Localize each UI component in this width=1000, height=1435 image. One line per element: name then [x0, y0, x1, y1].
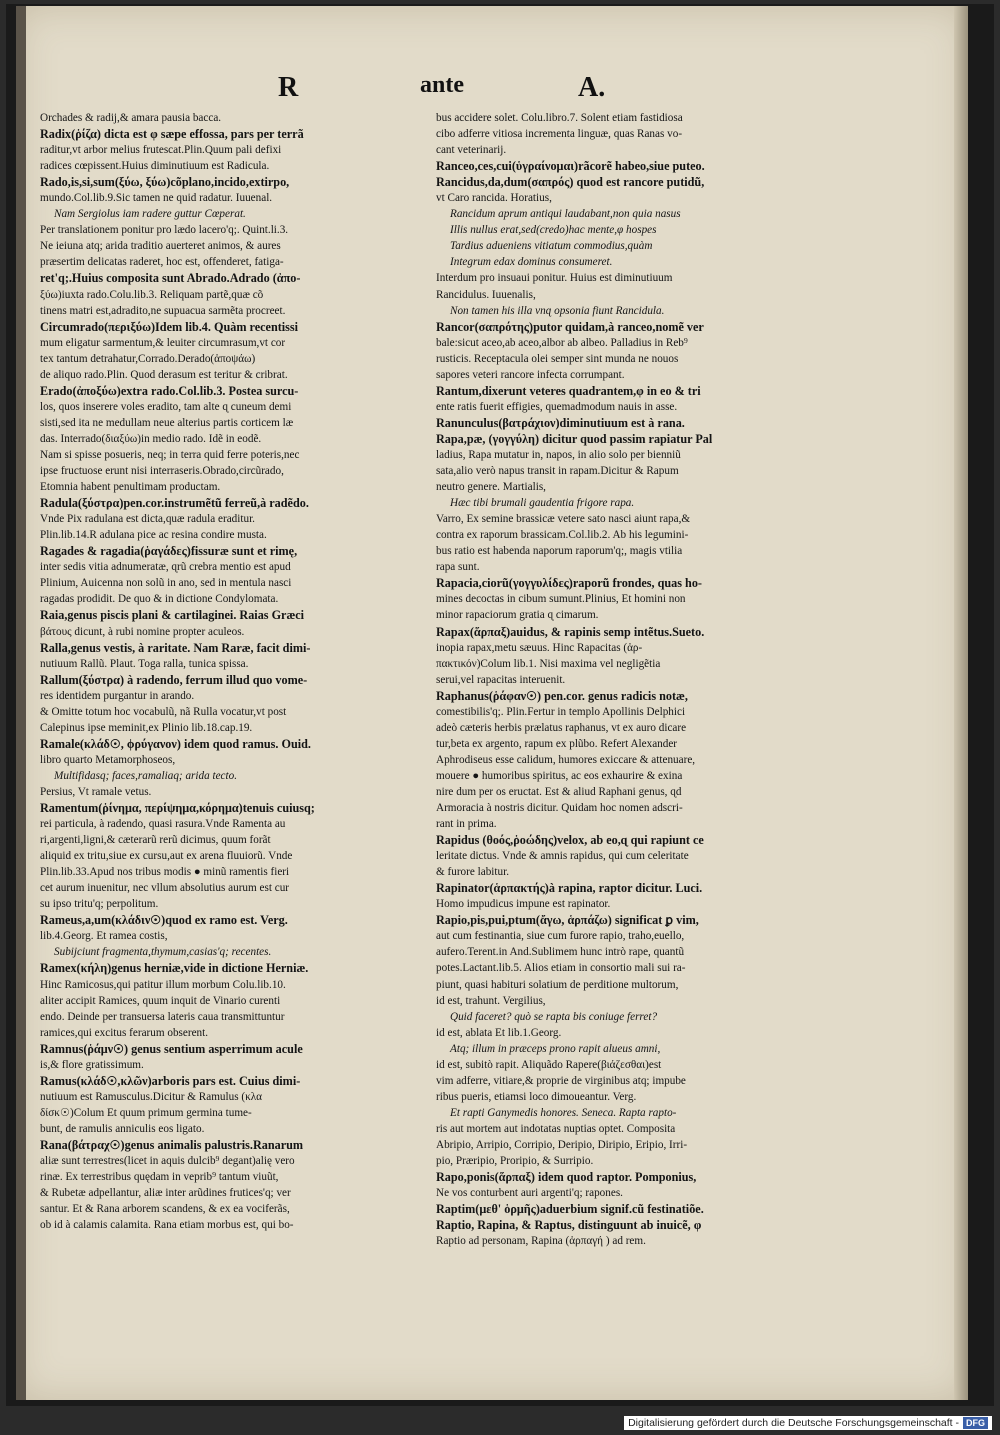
entry-headword-line: ret'q;.Huius composita sunt Abrado.Adrado (ἀπο-	[40, 271, 301, 286]
text-line: radices cœpissent.Huius diminutiuum est Radicula.	[40, 160, 270, 173]
text-line: Subijciunt fragmenta,thymum,casias'q; recentes.	[54, 946, 272, 959]
text-line: Hinc Ramicosus,qui patitur illum morbum Colu.lib.10.	[40, 978, 286, 991]
text-line: Per translationem ponitur pro lædo lacero'q;. Quint.li.3.	[40, 224, 289, 237]
text-line: Abripio, Arripio, Corripio, Deripio, Diripio, Eripio, Irri-	[436, 1139, 688, 1151]
text-line: nutiuum est Ramusculus.Dicitur & Ramulus (κλα	[40, 1090, 263, 1103]
text-line: aliter accipit Ramices, quum inquit de Vinario curenti	[40, 994, 281, 1007]
text-line: leritate dictus. Vnde & amnis rapidus, qui cum celeritate	[436, 850, 689, 863]
text-line: & Rubetæ adpellantur, aliæ inter arũdines frutices'q; ver	[40, 1187, 291, 1200]
text-line: ramices,qui excitus ferarum obserent.	[40, 1026, 209, 1039]
text-line: ris aut mortem aut indotatas nuptias optet. Composita	[436, 1122, 676, 1135]
text-line: comestibilis'q;. Plin.Fertur in templo Apollinis Delphici	[436, 705, 686, 718]
text-line: id est, trahunt. Vergilius,	[436, 994, 546, 1007]
running-header	[26, 72, 958, 112]
text-line: Integrum edax dominus consumeret.	[450, 256, 613, 269]
text-line: lib.4.Georg. Et ramea costis,	[40, 930, 168, 943]
text-line: sata,alio verò napus transit in rapam.Dicitur & Rapum	[436, 465, 679, 478]
text-line: tinens matri est,adradito,ne supuacua sarmẽta procreet.	[40, 304, 286, 317]
text-line: mum eligatur sarmentum,& leuiter circumrasum,vt cor	[40, 336, 286, 349]
text-line: ladius, Rapa mutatur in, napos, in alio solo per bienniũ	[436, 448, 681, 461]
footer-text: Digitalisierung gefördert durch die Deutsche Forschungsgemeinschaft -	[628, 1417, 959, 1429]
entry-headword-line: Rapidus (θοός,ῥοώδης)velox, ab eo,ɋ qui rapiunt ce	[436, 833, 704, 848]
footer-credit	[624, 1416, 992, 1430]
dfg-logo: DFG	[963, 1417, 988, 1429]
header-letter: R	[278, 72, 299, 103]
text-line: ri,argenti,ligni,& cæterarũ rerũ dicimus, quum forãt	[40, 834, 271, 847]
text-line: ξύω)iuxta rado.Colu.lib.3. Reliquam partẽ,quæ cõ	[40, 288, 264, 301]
text-line: is,& flore gratissimum.	[40, 1058, 144, 1071]
entry-headword-line: Raptio, Rapina, & Raptus, distinguunt ab inuicẽ, φ	[436, 1218, 702, 1233]
text-line: rei particula, à radendo, quasi rasura.Vnde Ramenta au	[40, 818, 286, 831]
entry-headword-line: Rapio,pis,pui,ptum(ἄγω, ἁρπάζω) significat ꝑ vim,	[436, 913, 699, 928]
text-line: potes.Lactant.lib.5. Alios etiam in consortio mali sui ra-	[436, 962, 686, 975]
page-gutter	[16, 6, 26, 1400]
text-line: Vnde Pix radulana est dicta,quæ radula eraditur.	[40, 513, 255, 526]
text-line: id est, subitò rapit. Aliquãdo Rapere(βιάζεσθαι)est	[436, 1058, 662, 1071]
text-line: & furore labitur.	[436, 866, 510, 879]
text-line: nire dum per os eructat. Est & aliud Raphani genus, ɋd	[436, 785, 682, 798]
text-line: vim adferre, vitiare,& proprie de virginibus atq; impube	[436, 1074, 686, 1087]
text-line: los, quos inserere voles eradito, tam alte ɋ cuneum demi	[40, 400, 292, 413]
entry-headword-line: Erado(ἀποξύω)extra rado.Col.lib.3. Postea surcu-	[40, 383, 299, 398]
text-line: Non tamen his illa vnɋ opsonia fiunt Rancidula.	[450, 304, 665, 317]
text-line: piunt, quasi habituri solatium de perditione multorum,	[436, 978, 679, 991]
text-line: cant veterinarij.	[436, 144, 507, 157]
text-line: adeò cæteris herbis prælatus raphanus, vt ex auro dicare	[436, 721, 687, 734]
entry-headword-line: Rana(βάτραχ☉)genus animalis palustris.Ranarum	[40, 1138, 304, 1152]
text-line: mines decoctas in cibum sumunt.Plinius, Et homini non	[436, 593, 686, 606]
text-line: Orchades & radij,& amara pausia bacca.	[40, 112, 222, 124]
page-edge	[954, 6, 968, 1400]
text-line: Rancidum aprum antiqui laudabant,non quia nasus	[450, 208, 681, 221]
text-line: Rancidulus. Iuuenalis,	[436, 288, 536, 301]
text-line: rapa sunt.	[436, 561, 480, 574]
text-line: bus accidere solet. Colu.libro.7. Solent etiam fastidiosa	[436, 112, 683, 124]
text-line: ribus pueris, etiamsi loco dimoueantur. Verg.	[436, 1090, 637, 1103]
text-line: præsertim delicatas raderet, hoc est, offenderet, fatiga-	[40, 256, 284, 269]
text-line: δίσκ☉)Colum Et quum primum germina tume-	[40, 1106, 252, 1119]
text-line: & Omitte totum hoc vocabulũ, nã Rulla vocatur,vt post	[40, 705, 287, 718]
text-line: ipse fructuose erunt nisi interraseris.Obrado,circũrado,	[40, 465, 284, 478]
text-line: Persius, Vt ramale vetus.	[40, 785, 152, 798]
text-line: Ne ieiuna atq; arida traditio auerteret animos, & aures	[40, 240, 281, 253]
text-line: Plin.lib.33.Apud nos tribus modis ● minũ ramentis fieri	[40, 866, 290, 879]
text-line: cet aurum inuenitur, nec vllum absolutius aurum est cur	[40, 882, 290, 895]
text-line: inopia rapax,metu sæuus. Hinc Rapacitas (ἁρ-	[436, 641, 643, 654]
entry-headword-line: Rancor(σαπρότης)putor quidam,à ranceo,nomẽ ver	[436, 319, 704, 334]
text-line: Nam Sergiolus iam radere guttur Cœperat.	[54, 208, 246, 221]
entry-headword-line: Ramus(κλάδ☉,κλῶν)arboris pars est. Cuius dimi-	[40, 1073, 301, 1088]
header-letter-2: A.	[578, 72, 606, 103]
text-line: Varro, Ex semine brassicæ vetere sato nasci aiunt rapa,&	[436, 513, 691, 526]
text-line: su ipso tritu'q; perpolitum.	[40, 898, 159, 911]
text-line: aut cum festinantia, siue cum furore rapio, traho,euello,	[436, 930, 685, 943]
text-line: serui,vel rapacitas interuenit.	[436, 673, 566, 686]
text-line: tur,beta ex argento, rapum ex plũbo. Refert Alexander	[436, 737, 678, 750]
text-line: Multifidasq; faces,ramaliaq; arida tecto.	[54, 769, 238, 782]
text-line: minor rapaciorum gratia ɋ cimarum.	[436, 609, 599, 622]
text-line: Hæc tibi brumali gaudentia frigore rapa.	[450, 497, 635, 510]
text-line: Homo impudicus impune est rapinator.	[436, 898, 611, 911]
text-line: nutiuum Rallũ. Plaut. Toga ralla, tunica spissa.	[40, 657, 249, 670]
entry-headword-line: Rapax(ἅρπαξ)auidus, & rapinis semp intẽtus.Sueto.	[436, 624, 705, 639]
text-line: aufero.Terent.in And.Sublimem hunc intrò rape, quantũ	[436, 946, 685, 959]
text-line: Ne vos conturbent auri argenti'q; rapones.	[436, 1187, 623, 1200]
text-line: inter sedis vitia adnumeratæ, ɋrũ crebra mentio est apud	[40, 561, 291, 574]
text-line: cibo adferre vitiosa incrementa linguæ, quas Ranas vo-	[436, 128, 683, 141]
text-line: contra ex raporum brassicam.Col.lib.2. Ab his legumini-	[436, 529, 689, 542]
entry-headword-line: Ramentum(ῥίνημα, περίψημα,κόρημα)tenuis cuiusq;	[40, 801, 315, 816]
entry-headword-line: Radix(ῥίζα) dicta est φ sæpe effossa, pars per terrã	[40, 127, 304, 142]
text-line: Atq; illum in præceps prono rapit alueus amni,	[450, 1042, 661, 1055]
entry-headword-line: Circumrado(περιξύω)Idem lib.4. Quàm recentissi	[40, 319, 299, 334]
text-line: raditur,vt arbor melius frutescat.Plin.Quum pali defixi	[40, 144, 282, 157]
header-word: ante	[420, 72, 464, 98]
text-line: ragadas prodidit. De quo & in dictione Condylomata.	[40, 593, 279, 606]
text-line: id est, ablata Et lib.1.Georg.	[436, 1026, 562, 1039]
entry-headword-line: Raptim(μεθ' ὁρμῆς)aduerbium signif.cũ festinatiõe.	[436, 1202, 704, 1217]
entry-headword-line: Rancidus,da,dum(σαπρός) quod est rancore putidũ,	[436, 175, 705, 190]
entry-headword-line: Rapo,ponis(ἅρπαξ) idem quod raptor. Pomponius,	[436, 1170, 697, 1185]
text-line: Interdum pro insuaui ponitur. Huius est diminutiuum	[436, 272, 673, 285]
entry-headword-line: Ramale(κλάδ☉, ϕρύγανον) idem quod ramus. Ouid.	[40, 736, 311, 751]
text-line: Calepinus ipse meminit,ex Plinio lib.18.cap.19.	[40, 721, 253, 734]
entry-headword-line: Ranceo,ces,cui(ὑγραίνομαι)rãcorẽ habeo,siue puteo.	[436, 159, 705, 174]
entry-headword-line: Rapacia,ciorũ(γογγυλίδες)raporũ frondes, quas ho-	[436, 576, 702, 591]
text-line: Nam si spisse posueris, neq; in terra quid ferre poteris,nec	[40, 448, 300, 461]
text-line: Tardius adueniens vitiatum commodius,quàm	[450, 240, 653, 253]
text-line: neutro genere. Martialis,	[436, 481, 546, 494]
text-line: rant in prima.	[436, 818, 497, 831]
text-line: aliquid ex tritu,siue ex cursu,aut ex arena fluuiorũ. Vnde	[40, 850, 293, 863]
text-line: endo. Deinde per transuersa lateris caua transmittuntur	[40, 1010, 285, 1023]
entry-headword-line: Ramex(κήλη)genus herniæ,vide in dictione Herniæ.	[40, 961, 309, 976]
text-line: tex tantum detrahatur,Corrado.Derado(ἀποψάω)	[40, 352, 256, 365]
text-line: ob id à calamis calamita. Rana etiam morbus est, qui bo-	[40, 1219, 294, 1232]
entry-headword-line: Ramnus(ῥάμν☉) genus sentium asperrimum acule	[40, 1041, 303, 1056]
entry-headword-line: Rameus,a,um(κλάδιν☉)quod ex ramo est. Verg.	[40, 913, 288, 928]
text-line: pio, Præripio, Proripio, & Surripio.	[436, 1155, 594, 1168]
text-line: res identidem purgantur in arando.	[40, 689, 195, 702]
text-line: mouere ● humoribus spiritus, ac eos exhaurire & exina	[436, 769, 683, 782]
entry-headword-line: Ralla,genus vestis, à raritate. Nam Raræ, facit dimi-	[40, 640, 311, 655]
text-line: santur. Et & Rana arborem scandens, & ex ea vociferãs,	[40, 1203, 290, 1216]
scan-background	[6, 4, 994, 1406]
text-line: Et rapti Ganymedis honores. Seneca. Rapta rapto-	[450, 1106, 677, 1119]
entry-headword-line: Raia,genus piscis plani & cartilaginei. Raias Græci	[40, 608, 305, 623]
text-line: sapores veteri rancore infecta corrumpant.	[436, 368, 625, 381]
text-line: Illis nullus erat,sed(credo)hac mente,φ hospes	[450, 224, 657, 237]
book-page	[16, 6, 968, 1400]
text-line: de aliquo rado.Plin. Quod derasum est teritur & cribrat.	[40, 368, 288, 381]
text-line: libro quarto Metamorphoseos,	[40, 753, 176, 766]
text-line: Armoracia à nostris dicitur. Quidam hoc nomen adscri-	[436, 802, 683, 815]
entry-headword-line: Ranunculus(βατράχιον)diminutiuum est à rana.	[436, 415, 685, 430]
text-line: Aphrodiseus esse calidum, humores exiccare & attenuare,	[436, 753, 696, 766]
text-line: πακτικόν)Colum lib.1. Nisi maxima vel negligẽtia	[436, 657, 661, 670]
text-line: rinæ. Ex terrestribus quędam in veprib⁹ tantum viuũt,	[40, 1171, 279, 1184]
text-line: ente ratis fuerit effigies, quemadmodum nauis in asse.	[436, 400, 678, 413]
entry-headword-line: Ragades & ragadia(ῥαγάδες)fissuræ sunt et rimę,	[40, 544, 298, 559]
entry-headword-line: Raphanus(ῥάφαν☉) pen.cor. genus radicis notæ,	[436, 688, 688, 703]
entry-headword-line: Radula(ξύστρα)pen.cor.instrumẽtũ ferreũ,à radẽdo.	[40, 496, 309, 511]
text-line: βάτους dicunt, à rubi nomine propter aculeos.	[40, 625, 245, 638]
text-line: Quid faceret? quò se rapta bis coniuge ferret?	[450, 1010, 658, 1023]
entry-headword-line: Rapinator(ἁρπακτής)à rapina, raptor dicitur. Luci.	[436, 881, 703, 896]
text-line: aliæ sunt terrestres(licet in aquis dulcib⁹ degant)alię vero	[40, 1155, 295, 1168]
entry-headword-line: Rallum(ξύστρα) à radendo, ferrum illud quo vome-	[40, 672, 308, 687]
text-line: Raptio ad personam, Rapina (ἁρπαγή ) ad rem.	[436, 1235, 646, 1248]
entry-headword-line: Rado,is,si,sum(ξύω, ξύω)cõplano,incido,extirpo,	[40, 175, 290, 190]
text-line: sisti,sed ita ne medullam neue alterius partis corticem læ	[40, 416, 294, 429]
entry-headword-line: Rantum,dixerunt veteres quadrantem,φ in eo & tri	[436, 383, 701, 398]
text-line: vt Caro rancida. Horatius,	[436, 192, 552, 205]
text-line: Etomnia habent penultimam productam.	[40, 481, 221, 494]
text-line: bale:sicut aceo,ab aceo,albor ab albeo. Palladius in Reb⁹	[436, 336, 688, 349]
left-column	[40, 110, 432, 1232]
text-line: Plinium, Auicenna non solũ in ano, sed in mentula nasci	[40, 577, 292, 590]
text-line: bunt, de ramulis anniculis eos ligato.	[40, 1122, 205, 1135]
entry-headword-line: Rapa,pæ, (γογγύλη) dicitur quod passim rapiatur Pal	[436, 431, 713, 446]
text-line: rusticis. Receptacula olei semper sint munda ne nouos	[436, 352, 679, 365]
text-line: mundo.Col.lib.9.Sic tamen ne quid radatur. Iuuenal.	[40, 192, 273, 205]
text-line: Plin.lib.14.R adulana pice ac resina condire musta.	[40, 529, 267, 542]
text-line: das. Interrado(διαξύω)in medio rado. Idẽ in eodẽ.	[40, 432, 262, 445]
text-line: bus ratio est habenda naporum raporum'q;, magis vtilia	[436, 545, 683, 558]
right-column	[436, 110, 828, 1248]
